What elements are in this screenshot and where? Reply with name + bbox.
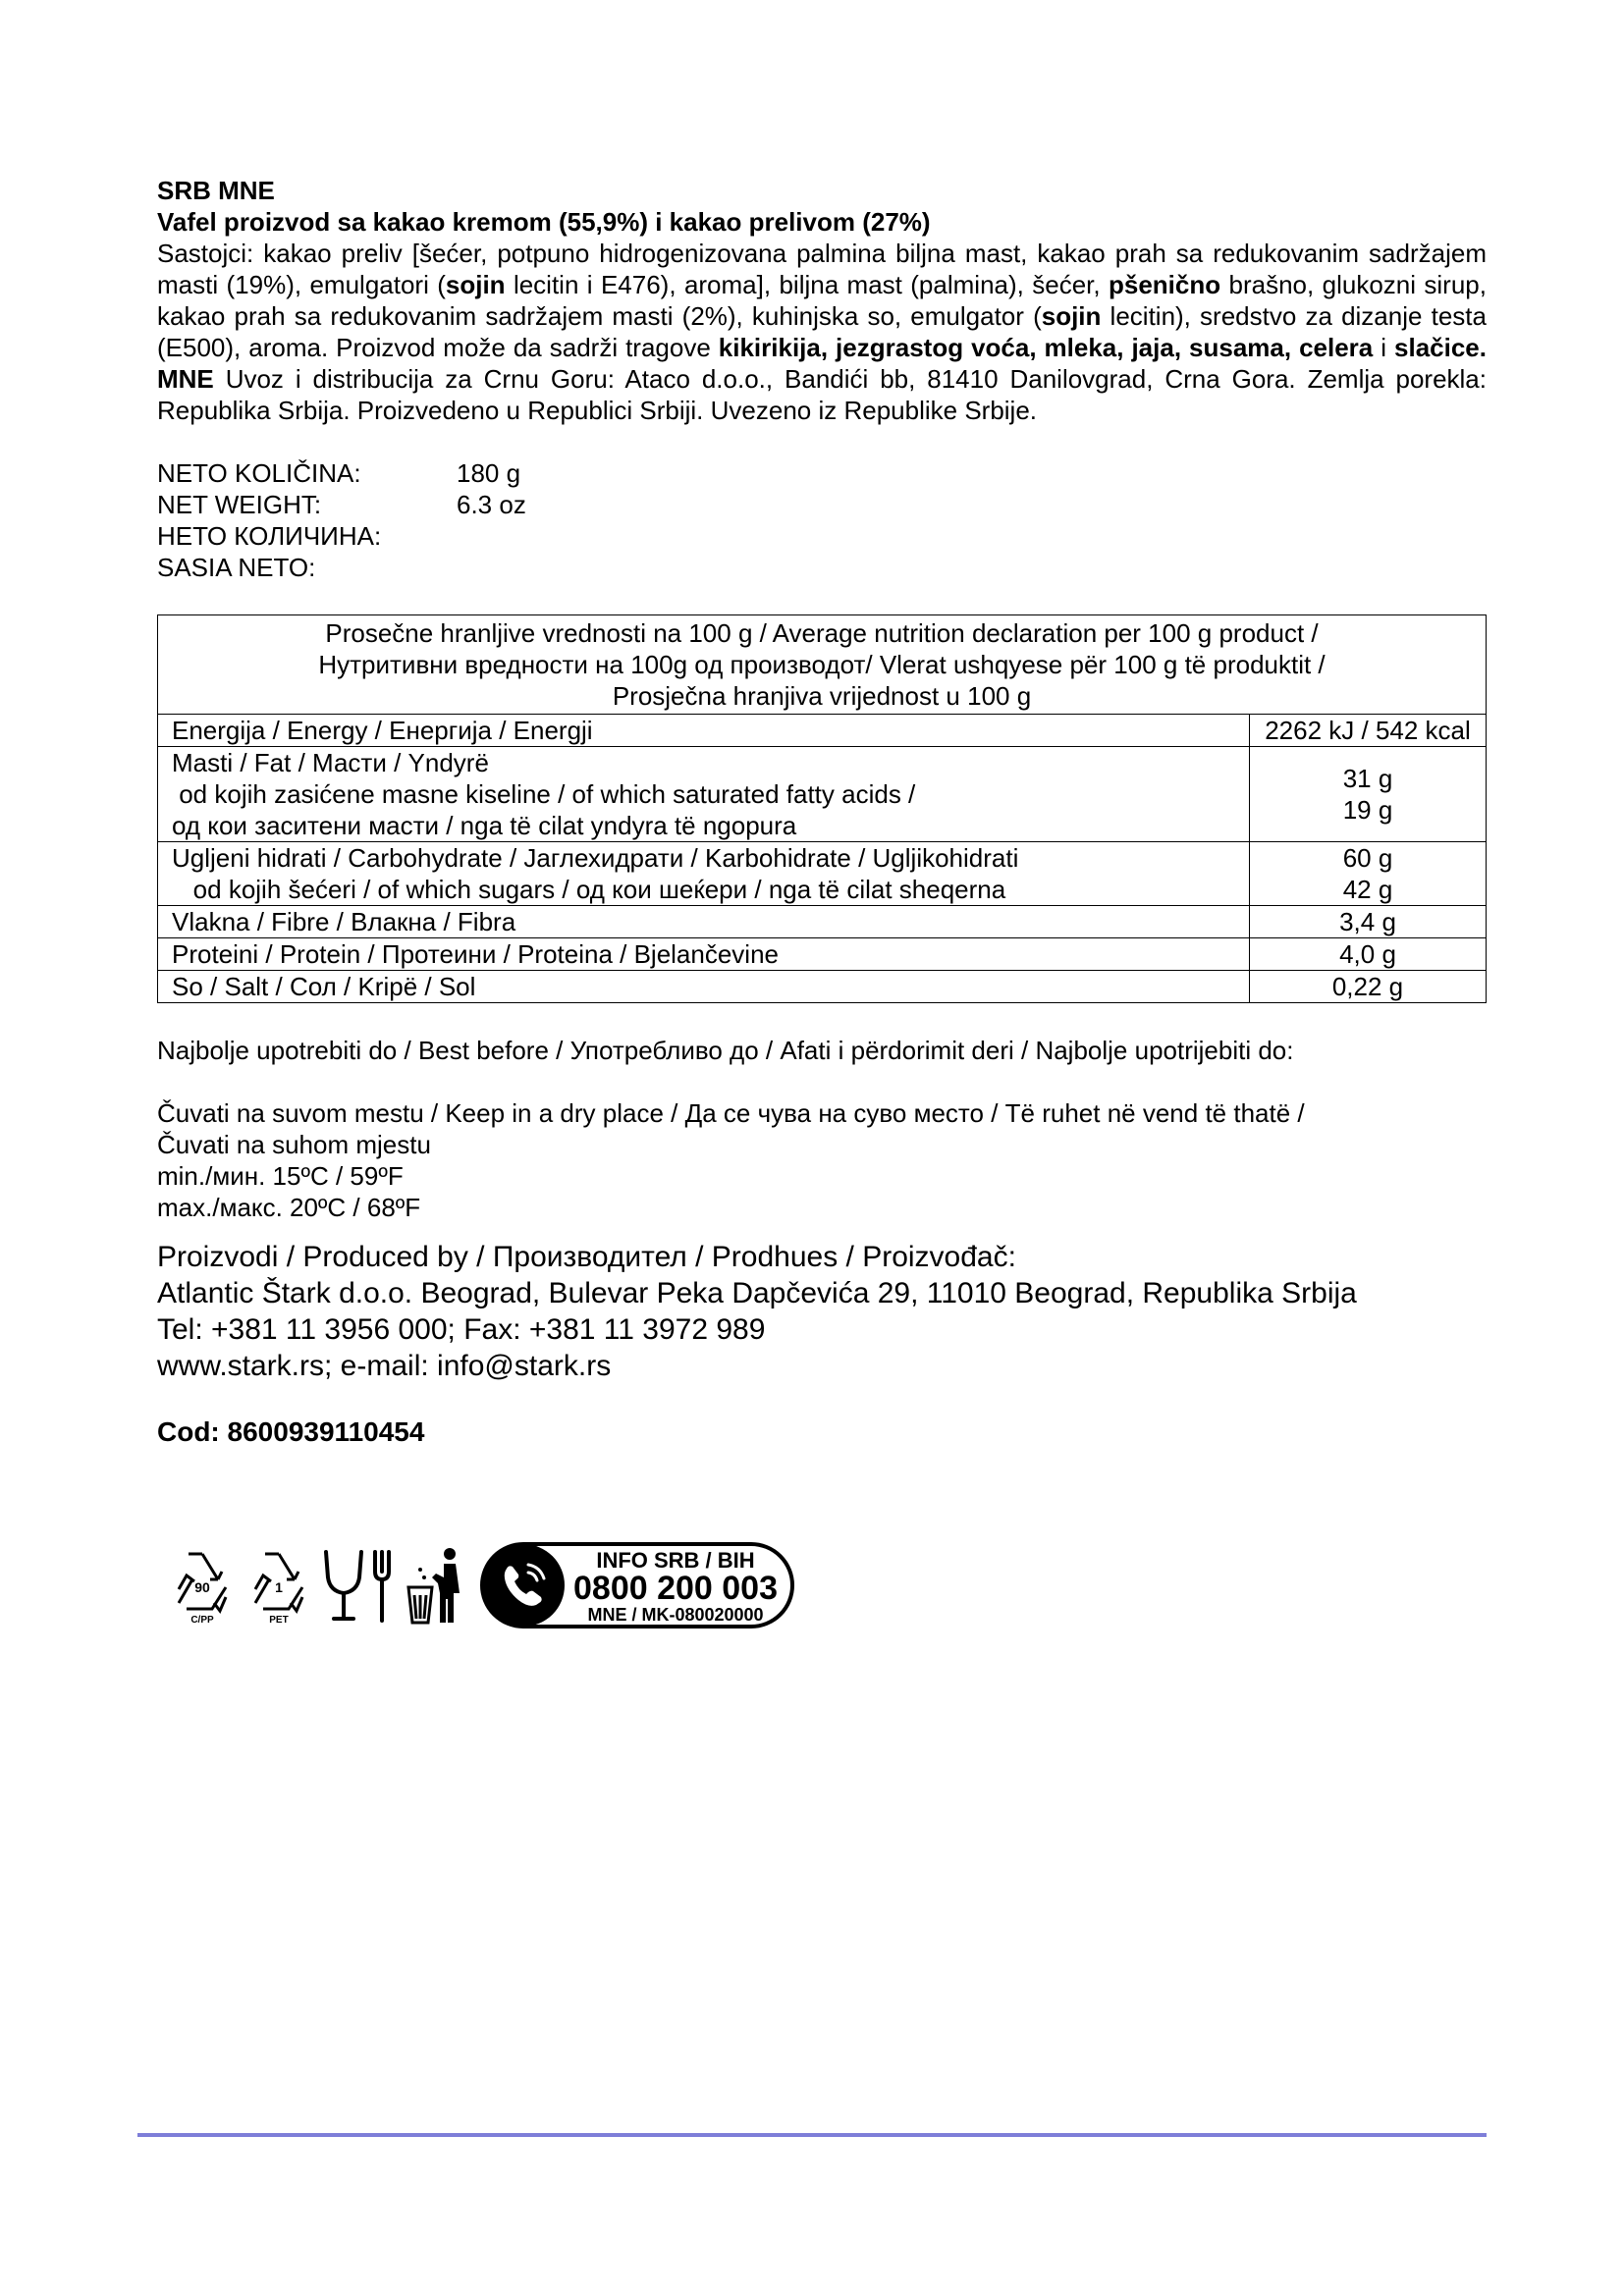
- nutrition-table: [157, 614, 1487, 1003]
- food-safe-icon: [320, 1544, 397, 1627]
- nutrient-label: [158, 906, 1250, 938]
- allergen-text: sojin: [445, 270, 506, 299]
- tidy-man-icon: [403, 1544, 473, 1627]
- recycle-cpp-icon: [167, 1546, 238, 1625]
- nutrient-label-line: Ugljeni hidrati / Carbohydrate / Јаглехидрати / Karbohidrate / Ugljikohidrati: [172, 843, 1019, 873]
- nutrient-value-line: 0,22 g: [1331, 972, 1404, 1001]
- product-code: Cod: 8600939110454: [157, 1416, 425, 1447]
- net-row: [157, 520, 1487, 552]
- storage-line: max./макс. 20ºC / 68ºF: [157, 1193, 421, 1222]
- nutrient-label: [158, 715, 1250, 747]
- nutrient-label-line: od kojih zasićene masne kiseline / of which saturated fatty acids /: [172, 779, 916, 809]
- net-value: 180 g: [457, 458, 521, 488]
- nutrient-value-line: 19 g: [1342, 795, 1393, 825]
- nutrient-label: [158, 747, 1250, 842]
- producer-block: [157, 1239, 1487, 1384]
- nutrition-header-line: Нутритивни вредности на 100g од производот/ Vlerat ushqyese për 100 g të produktit /: [318, 650, 1326, 679]
- allergen-text: sojin: [1041, 301, 1102, 331]
- info-phone-badge: [479, 1541, 795, 1629]
- ingredients-text: lecitin), sredstvo za dizanje testa (E500), aroma. Proizvod može da sadrži tragove: [157, 301, 1487, 362]
- nutrient-value: [1250, 938, 1487, 971]
- nutrient-label-line: Vlakna / Fibre / Влакна / Fibra: [172, 907, 516, 936]
- nutrient-value-line: 2262 kJ / 542 kcal: [1265, 716, 1471, 745]
- recycle-pet-icon: [244, 1546, 314, 1625]
- allergen-text: pšenično: [1109, 270, 1221, 299]
- net-label: SASIA NETO:: [157, 553, 316, 582]
- label-document: [157, 175, 1487, 1449]
- ingredients-text: Uvoz i distribucija za Crnu Goru: Ataco d.o.o., Bandići bb, 81410 Danilovgrad, Crna Gora. Zemlja porekla: Republika Srbija. Proizvedeno u Republici Srbiji. Uvezeno iz Republike Srbije.: [157, 364, 1487, 425]
- nutrient-value-line: 3,4 g: [1339, 907, 1396, 936]
- nutrient-value: [1250, 715, 1487, 747]
- ingredients-text: brašno, glukozni sirup, kakao prah sa redukovanim sadržajem masti (2%), kuhinjska so, emulgator (: [157, 270, 1487, 331]
- nutrition-row: [158, 906, 1487, 938]
- nutrient-value: [1250, 906, 1487, 938]
- nutrient-value-line: 31 g: [1342, 764, 1393, 793]
- nutrition-row: [158, 971, 1487, 1003]
- storage-block: [157, 1097, 1487, 1223]
- nutrient-value-line: 42 g: [1342, 875, 1393, 904]
- nutrient-label-line: од кои заситени масти / nga të cilat yndyra të ngopura: [172, 811, 797, 840]
- net-quantity-block: [157, 457, 1487, 583]
- storage-line: Čuvati na suvom mestu / Keep in a dry place / Да се чува на суво место / Të ruhet në vend të thatë /: [157, 1098, 1305, 1128]
- nutrition-header: [158, 615, 1487, 715]
- svg-text:90: 90: [194, 1579, 210, 1595]
- net-label: NETO KOLIČINA:: [157, 458, 361, 488]
- net-row: [157, 552, 1487, 583]
- nutrient-label-line: So / Salt / Сол / Kripë / Sol: [172, 972, 476, 1001]
- nutrient-label: [158, 971, 1250, 1003]
- footer-rule: [137, 2133, 1487, 2137]
- nutrition-row: [158, 747, 1487, 842]
- net-row: [157, 489, 1487, 520]
- nutrition-row: [158, 842, 1487, 906]
- net-row: [157, 457, 1487, 489]
- ingredients-text: lecitin i E476), aroma], biljna mast (palmina), šećer,: [505, 270, 1109, 299]
- nutrient-label: [158, 842, 1250, 906]
- nutrient-value: [1250, 747, 1487, 842]
- nutrient-label-line: Masti / Fat / Масти / Yndyrë: [172, 748, 489, 777]
- countries-heading: SRB MNE: [157, 176, 275, 205]
- svg-text:INFO SRB / BIH: INFO SRB / BIH: [596, 1548, 755, 1573]
- net-label: NET WEIGHT:: [157, 490, 322, 519]
- nutrition-row: [158, 715, 1487, 747]
- net-label: НЕТО КОЛИЧИНА:: [157, 521, 382, 551]
- nutrient-value-line: 60 g: [1342, 843, 1393, 873]
- allergen-text: kikirikija, jezgrastog voća, mleka, jaja, susama, celera: [718, 333, 1374, 362]
- svg-text:C/PP: C/PP: [190, 1615, 214, 1625]
- svg-text:PET: PET: [269, 1615, 289, 1625]
- ingredients-paragraph: [157, 238, 1487, 426]
- product-name: Vafel proizvod sa kakao kremom (55,9%) i kakao prelivom (27%): [157, 207, 931, 237]
- storage-line: min./мин. 15ºC / 59ºF: [157, 1161, 404, 1191]
- nutrient-value: [1250, 842, 1487, 906]
- net-value: 6.3 oz: [457, 490, 526, 519]
- nutrition-header-line: Prosečne hranljive vrednosti na 100 g / Average nutrition declaration per 100 g product /: [325, 618, 1319, 648]
- nutrient-label-line: Proteini / Protein / Протеини / Proteina / Bjelančevine: [172, 939, 780, 969]
- producer-line: Atlantic Štark d.o.o. Beograd, Bulevar Peka Dapčevića 29, 11010 Beograd, Republika Srbija: [157, 1277, 1357, 1309]
- nutrition-header-line: Prosječna hranjiva vrijednost u 100 g: [612, 681, 1032, 711]
- producer-line: Proizvodi / Produced by / Производител / Prodhues / Proizvođač:: [157, 1241, 1016, 1273]
- symbols-row: [167, 1541, 795, 1629]
- svg-text:0800 200 003: 0800 200 003: [573, 1570, 778, 1607]
- ingredients-text: i: [1373, 333, 1395, 362]
- nutrient-value: [1250, 971, 1487, 1003]
- producer-line: Tel: +381 11 3956 000; Fax: +381 11 3972 989: [157, 1313, 766, 1346]
- nutrient-label: [158, 938, 1250, 971]
- svg-text:MNE / MK-080020000: MNE / MK-080020000: [587, 1605, 764, 1625]
- nutrition-row: [158, 938, 1487, 971]
- nutrient-value-line: 4,0 g: [1339, 939, 1396, 969]
- best-before-text: Najbolje upotrebiti do / Best before / Употребливо до / Afati i përdorimit deri / Najbolje upotrijebiti do:: [157, 1036, 1294, 1065]
- nutrient-label-line: Energija / Energy / Енергија / Energji: [172, 716, 593, 745]
- storage-line: Čuvati na suhom mjestu: [157, 1130, 431, 1159]
- ingredients-text: Sastojci: kakao preliv [šećer, potpuno hidrogenizovana palmina biljna mast, kakao prah sa redukovanim sadržajem masti (19%), emulgatori (: [157, 239, 1487, 299]
- allergen-text: slačice. MNE: [157, 333, 1487, 394]
- producer-line: www.stark.rs; e-mail: info@stark.rs: [157, 1350, 612, 1382]
- svg-text:1: 1: [275, 1579, 283, 1595]
- nutrient-label-line: od kojih šećeri / of which sugars / од кои шеќери / nga të cilat sheqerna: [172, 875, 1006, 904]
